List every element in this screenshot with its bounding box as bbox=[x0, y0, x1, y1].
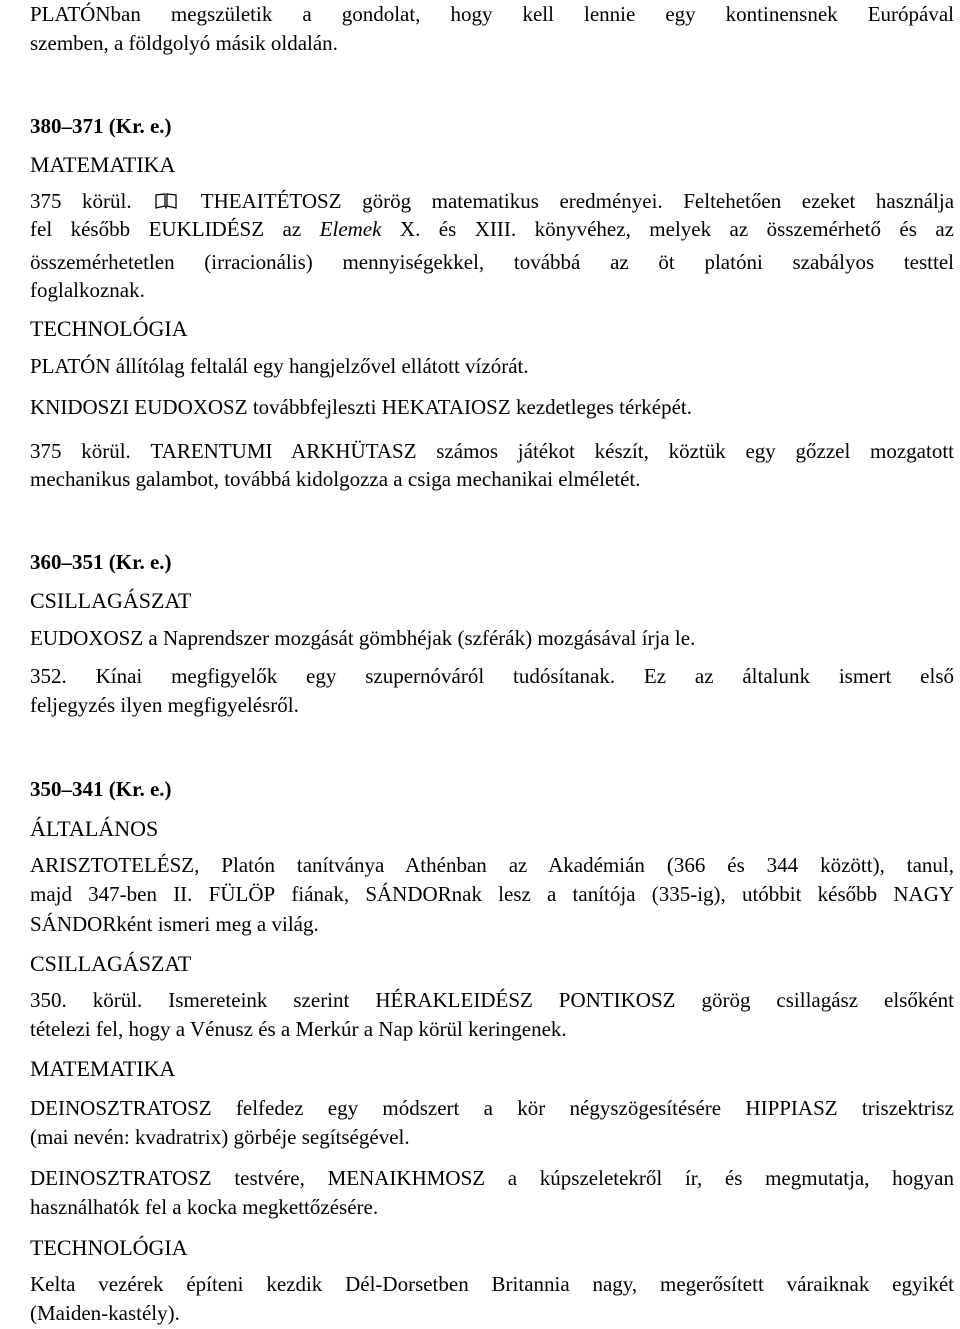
theaitetosz-line-3: összemérhetetlen (irracionális) mennyiségekkel, továbbá az öt platóni szabályos testtel bbox=[30, 250, 954, 274]
person-name: TARENTUMI ARKHÜTASZ bbox=[150, 439, 417, 463]
theaitetosz-line-4: foglalkoznak. bbox=[30, 278, 145, 302]
paragraph-text: nak lesz a tanítója (335-ig), utóbbit később bbox=[451, 882, 878, 906]
paragraph-text: fiának, bbox=[291, 882, 350, 906]
arkhutasz-line-2: mechanikus galambot, továbbá kidolgozza a csiga mechanikai elméletét. bbox=[30, 467, 641, 491]
kelta-line-2: (Maiden-kastély). bbox=[30, 1301, 180, 1325]
date-prefix: 375 körül. bbox=[30, 189, 132, 213]
kelta-line-1: Kelta vezérek építeni kezdik Dél-Dorsetben Britannia nagy, megerősített váraiknak egyikét bbox=[30, 1272, 954, 1296]
paragraph-text: kezdetleges térképét. bbox=[515, 395, 693, 419]
period-heading-350 bbox=[30, 775, 954, 803]
period-label: 360–351 (Kr. e.) bbox=[30, 550, 172, 574]
intro-line-2: szemben, a földgolyó másik oldalán. bbox=[30, 31, 338, 55]
paragraph-text: a Naprendszer mozgását gömbhéjak (szférák) mozgásával írja le. bbox=[148, 626, 696, 650]
section-altalanos: ÁLTALÁNOS bbox=[30, 816, 159, 841]
person-name: MENAIKHMOSZ bbox=[327, 1166, 486, 1190]
section-csillagaszat-1: CSILLAGÁSZAT bbox=[30, 588, 192, 613]
section-matematika-1: MATEMATIKA bbox=[30, 152, 176, 177]
person-name: DEINOSZTRATOSZ bbox=[30, 1096, 212, 1120]
person-name: PLATÓN bbox=[30, 2, 111, 26]
section-technologia-2: TECHNOLÓGIA bbox=[30, 1235, 188, 1260]
person-name: KNIDOSZI EUDOXOSZ bbox=[30, 395, 248, 419]
paragraph-text: 350. körül. Ismereteink szerint bbox=[30, 988, 350, 1012]
person-name: THEAITÉTOSZ bbox=[200, 189, 342, 213]
paragraph-text: továbbfejleszti bbox=[252, 395, 377, 419]
arisztotelesz-line-3 bbox=[30, 910, 954, 938]
theaitetosz-line-2 bbox=[30, 215, 954, 243]
person-name: SÁNDOR bbox=[30, 912, 117, 936]
paragraph-text: görög csillagász elsőként bbox=[701, 988, 955, 1012]
person-name: EUKLIDÉSZ bbox=[148, 217, 265, 241]
paragraph-text: ként ismeri meg a világ. bbox=[116, 912, 319, 936]
menaikhmosz-line-1 bbox=[30, 1164, 954, 1192]
paragraph-text: triszektrisz bbox=[861, 1096, 955, 1120]
paragraph-text: felfedez egy módszert a kör négyszögesítésére bbox=[235, 1096, 722, 1120]
deinosztratosz-line-2: (mai nevén: kvadratrix) görbéje segítségével. bbox=[30, 1125, 410, 1149]
person-name: FÜLÖP bbox=[208, 882, 276, 906]
person-name: HEKATAIOSZ bbox=[381, 395, 511, 419]
eudoxosz-line bbox=[30, 393, 954, 421]
paragraph-text: majd 347-ben II. bbox=[30, 882, 193, 906]
book-title: Elemek bbox=[319, 217, 382, 241]
period-heading-360 bbox=[30, 548, 954, 576]
arkhutasz-line-1 bbox=[30, 437, 954, 465]
section-csillagaszat-2: CSILLAGÁSZAT bbox=[30, 951, 192, 976]
paragraph-text: az bbox=[282, 217, 302, 241]
person-name: HIPPIASZ bbox=[745, 1096, 838, 1120]
person-name: HÉRAKLEIDÉSZ PONTIKOSZ bbox=[375, 988, 676, 1012]
arisztotelesz-line-1 bbox=[30, 851, 954, 879]
paragraph-text: X. és XIII. könyvéhez, melyek az összemérhető és az bbox=[399, 217, 955, 241]
paragraph-text: testvére, bbox=[234, 1166, 305, 1190]
period-label: 350–341 (Kr. e.) bbox=[30, 777, 172, 801]
herakleidesz-line-1 bbox=[30, 986, 954, 1014]
intro-text: ban megszületik a gondolat, hogy kell lennie egy kontinensnek Európával bbox=[110, 2, 954, 26]
paragraph-text: a kúpszeletekről ír, és megmutatja, hogyan bbox=[507, 1166, 954, 1190]
paragraph-text: Platón tanítványa Athénban az Akadémián (366 és 344 között), tanul, bbox=[221, 853, 955, 877]
platon-line bbox=[30, 352, 954, 380]
deinosztratosz-line-1 bbox=[30, 1094, 954, 1122]
supernova-line-1: 352. Kínai megfigyelők egy szupernóváról tudósítanak. Ez az általunk ismert első bbox=[30, 664, 954, 688]
eudoxosz-astro-line bbox=[30, 624, 954, 652]
supernova-line-2: feljegyzés ilyen megfigyelésről. bbox=[30, 693, 299, 717]
section-matematika-2: MATEMATIKA bbox=[30, 1056, 176, 1081]
book-icon bbox=[154, 192, 178, 210]
period-label: 380–371 (Kr. e.) bbox=[30, 114, 172, 138]
paragraph-text: görög matematikus eredményei. Feltehetően ezeket használja bbox=[362, 189, 955, 213]
arisztotelesz-line-2 bbox=[30, 880, 954, 908]
person-name: EUDOXOSZ bbox=[30, 626, 144, 650]
person-name: PLATÓN bbox=[30, 354, 111, 378]
paragraph-text: számos játékot készít, köztük egy gőzzel mozgatott bbox=[436, 439, 954, 463]
person-name: SÁNDOR bbox=[365, 882, 452, 906]
person-name: DEINOSZTRATOSZ bbox=[30, 1166, 212, 1190]
period-heading-380 bbox=[30, 112, 954, 140]
paragraph-text: állítólag feltalál egy hangjelzővel ellátott vízórát. bbox=[115, 354, 529, 378]
theaitetosz-line-1 bbox=[30, 187, 954, 215]
intro-line-1 bbox=[30, 0, 954, 28]
date-prefix: 375 körül. bbox=[30, 439, 131, 463]
paragraph-text: fel később bbox=[30, 217, 131, 241]
menaikhmosz-line-2: használhatók fel a kocka megkettőzésére. bbox=[30, 1195, 379, 1219]
section-technologia-1: TECHNOLÓGIA bbox=[30, 316, 188, 341]
herakleidesz-line-2: tételezi fel, hogy a Vénusz és a Merkúr a Nap körül keringenek. bbox=[30, 1017, 567, 1041]
person-name: NAGY bbox=[893, 882, 955, 906]
person-name: ARISZTOTELÉSZ, bbox=[30, 853, 200, 877]
